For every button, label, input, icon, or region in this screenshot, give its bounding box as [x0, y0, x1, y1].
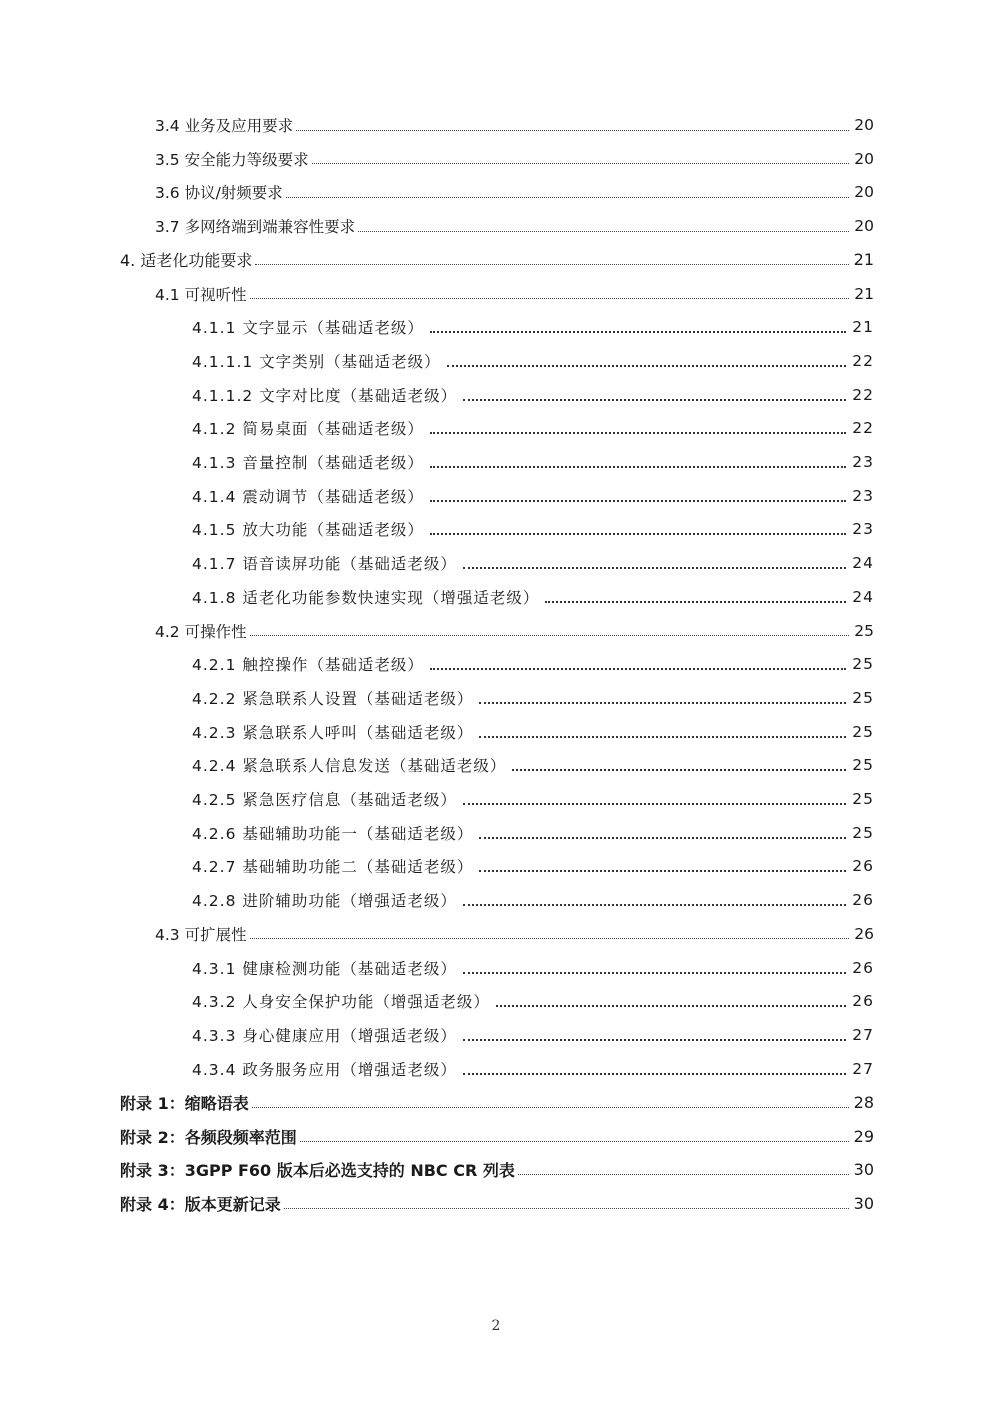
- toc-entry[interactable]: [0, 310, 992, 344]
- toc-entry-page: 20: [854, 183, 874, 202]
- toc-entry-title: 附录 4：版本更新记录: [120, 1194, 281, 1214]
- toc-entry-title: 4.1.3 音量控制（基础适老级）: [192, 454, 424, 472]
- toc-entry-page: 21: [854, 284, 874, 303]
- toc-entry-page: 26: [854, 924, 874, 943]
- toc-entry-title: 4.1.8 适老化功能参数快速实现（增强适老级）: [192, 588, 540, 607]
- toc-dot-leader: [250, 635, 849, 636]
- toc-dot-leader: [463, 1039, 846, 1041]
- toc-entry-title: 3.7 多网络端到端兼容性要求: [155, 218, 356, 237]
- toc-entry[interactable]: [0, 849, 992, 883]
- toc-entry-title: 4.1.4 震动调节（基础适老级）: [192, 487, 424, 506]
- toc-dot-leader: [463, 803, 846, 805]
- toc-entry-page: 23: [852, 486, 874, 505]
- toc-entry-title: 4.3.1 健康检测功能（基础适老级）: [192, 959, 457, 978]
- toc-appendix-entry[interactable]: [0, 1119, 992, 1153]
- toc-entry[interactable]: [0, 816, 992, 850]
- toc-entry-page: 22: [852, 351, 874, 370]
- toc-entry-title: 4.2.4 紧急联系人信息发送（基础适老级）: [192, 757, 507, 776]
- toc-entry-title: 4.3.3 身心健康应用（增强适老级）: [192, 1026, 457, 1045]
- page-number: 2: [491, 1318, 501, 1334]
- toc-entry[interactable]: [0, 546, 992, 580]
- toc-entry-page: 25: [852, 756, 874, 775]
- toc-entry-page: 20: [854, 149, 874, 168]
- toc-dot-leader: [479, 736, 846, 738]
- toc-entry-page: 20: [854, 217, 874, 236]
- toc-dot-leader: [286, 197, 849, 198]
- toc-entry[interactable]: [0, 984, 992, 1018]
- toc-dot-leader: [300, 1141, 849, 1142]
- toc-entry[interactable]: [0, 883, 992, 917]
- toc-entry[interactable]: [0, 1052, 992, 1086]
- toc-dot-leader: [447, 365, 846, 367]
- toc-entry-page: 24: [852, 587, 874, 606]
- toc-dot-leader: [545, 601, 846, 603]
- toc-dot-leader: [512, 769, 846, 771]
- toc-dot-leader: [358, 231, 849, 232]
- toc-entry-page: 21: [852, 318, 874, 337]
- toc-entry-title: 4.2 可操作性: [155, 622, 247, 641]
- toc-entry-title: 4.2.2 紧急联系人设置（基础适老级）: [192, 689, 474, 708]
- toc-appendix-entry[interactable]: [0, 1085, 992, 1119]
- toc-dot-leader: [312, 163, 849, 164]
- toc-entry[interactable]: [0, 782, 992, 816]
- toc-dot-leader: [479, 702, 846, 704]
- toc-entry[interactable]: [0, 681, 992, 715]
- toc-entry-page: 25: [852, 655, 874, 674]
- toc-entry[interactable]: [0, 1018, 992, 1052]
- toc-entry-page: 29: [853, 1126, 874, 1146]
- toc-entry[interactable]: [0, 715, 992, 749]
- toc-entry[interactable]: [0, 647, 992, 681]
- toc-entry[interactable]: [0, 580, 992, 614]
- toc-dot-leader: [430, 668, 846, 670]
- toc-entry-title: 3.4 业务及应用要求: [155, 117, 294, 135]
- toc-entry-page: 22: [852, 385, 874, 404]
- toc-entry-page: 23: [852, 453, 874, 471]
- toc-dot-leader: [463, 904, 846, 906]
- toc-entry-title: 附录 3：3GPP F60 版本后必选支持的 NBC CR 列表: [120, 1161, 515, 1181]
- toc-dot-leader: [479, 837, 846, 839]
- toc-entry-page: 25: [852, 688, 874, 707]
- toc-entry-page: 25: [852, 722, 874, 741]
- toc-entry-title: 4.1.1.2 文字对比度（基础适老级）: [192, 386, 458, 405]
- toc-entry-page: 28: [853, 1092, 874, 1112]
- toc-dot-leader: [496, 1005, 846, 1007]
- toc-entry-page: 27: [852, 1059, 874, 1078]
- toc-entry[interactable]: [0, 917, 992, 951]
- toc-entry-title: 4.3.2 人身安全保护功能（增强适老级）: [192, 993, 490, 1012]
- toc-dot-leader: [518, 1174, 849, 1175]
- toc-entry[interactable]: [0, 175, 992, 209]
- toc-dot-leader: [250, 298, 849, 299]
- toc-dot-leader: [463, 1073, 846, 1075]
- toc-entry-title: 4.1.7 语音读屏功能（基础适老级）: [192, 555, 457, 574]
- toc-entry-page: 26: [852, 891, 874, 910]
- toc-dot-leader: [463, 567, 846, 569]
- toc-entry-title: 4.2.1 触控操作（基础适老级）: [192, 656, 424, 675]
- toc-dot-leader: [479, 870, 846, 872]
- toc-dot-leader: [255, 264, 849, 265]
- toc-entry-page: 21: [853, 250, 874, 270]
- toc-entry-title: 4.2.7 基础辅助功能二（基础适老级）: [192, 858, 474, 877]
- toc-entry[interactable]: [0, 411, 992, 445]
- toc-dot-leader: [430, 432, 846, 434]
- toc-entry[interactable]: [0, 243, 992, 277]
- toc-entry-title: 4.1.2 简易桌面（基础适老级）: [192, 420, 424, 439]
- toc-entry-page: 25: [852, 823, 874, 842]
- toc-entry-title: 4.1.1.1 文字类别（基础适老级）: [192, 352, 441, 371]
- toc-entry[interactable]: [0, 108, 992, 142]
- toc-entry[interactable]: [0, 378, 992, 412]
- toc-entry-title: 4.2.3 紧急联系人呼叫（基础适老级）: [192, 723, 474, 742]
- toc-entry-page: 27: [852, 1025, 874, 1044]
- toc-entry-page: 22: [852, 419, 874, 438]
- toc-appendix-entry[interactable]: [0, 1153, 992, 1187]
- toc-entry[interactable]: [0, 277, 992, 311]
- toc-entry-title: 附录 1：缩略语表: [120, 1093, 249, 1113]
- toc-entry-page: 24: [852, 554, 874, 573]
- toc-entry[interactable]: [0, 445, 992, 479]
- toc-entry[interactable]: [0, 209, 992, 243]
- toc-entry[interactable]: [0, 479, 992, 513]
- toc-entry-title: 4.1.5 放大功能（基础适老级）: [192, 521, 424, 540]
- toc-dot-leader: [252, 1107, 849, 1108]
- toc-dot-leader: [430, 500, 846, 502]
- toc-entry[interactable]: [0, 344, 992, 378]
- toc-entry[interactable]: [0, 951, 992, 985]
- toc-entry-title: 3.6 协议/射频要求: [155, 184, 283, 203]
- toc-dot-leader: [250, 938, 849, 939]
- toc-dot-leader: [284, 1208, 849, 1209]
- toc-dot-leader: [463, 399, 846, 401]
- toc-entry-page: 30: [853, 1160, 874, 1180]
- toc-entry-page: 23: [852, 520, 874, 539]
- toc-entry-page: 26: [852, 958, 874, 977]
- toc-dot-leader: [430, 533, 846, 535]
- toc-entry[interactable]: [0, 512, 992, 546]
- toc-entry-title: 附录 2：各频段频率范围: [120, 1127, 297, 1147]
- toc-entry-title: 4.2.5 紧急医疗信息（基础适老级）: [192, 791, 457, 809]
- toc-entry-page: 26: [852, 857, 874, 876]
- toc-entry-page: 25: [852, 790, 874, 808]
- toc-appendix-entry[interactable]: [0, 1186, 992, 1220]
- toc-dot-leader: [296, 130, 849, 131]
- toc-dot-leader: [430, 466, 846, 468]
- toc-dot-leader: [463, 972, 846, 974]
- toc-entry[interactable]: [0, 748, 992, 782]
- toc-entry-title: 4.1.1 文字显示（基础适老级）: [192, 319, 424, 338]
- toc-entry-title: 4. 适老化功能要求: [120, 251, 253, 271]
- toc-entry-title: 4.2.8 进阶辅助功能（增强适老级）: [192, 892, 457, 911]
- toc-entry[interactable]: [0, 614, 992, 648]
- toc-entry-title: 3.5 安全能力等级要求: [155, 150, 309, 169]
- toc-dot-leader: [430, 331, 846, 333]
- toc-entry-title: 4.1 可视听性: [155, 285, 247, 304]
- toc-entry-page: 26: [852, 992, 874, 1011]
- toc-entry-page: 20: [854, 116, 874, 134]
- toc-entry-page: 30: [853, 1193, 874, 1213]
- toc-entry-title: 4.3 可扩展性: [155, 925, 247, 944]
- toc-entry[interactable]: [0, 142, 992, 176]
- toc-entry-page: 25: [854, 621, 874, 640]
- toc-entry-title: 4.2.6 基础辅助功能一（基础适老级）: [192, 824, 474, 843]
- toc-entry-title: 4.3.4 政务服务应用（增强适老级）: [192, 1060, 457, 1079]
